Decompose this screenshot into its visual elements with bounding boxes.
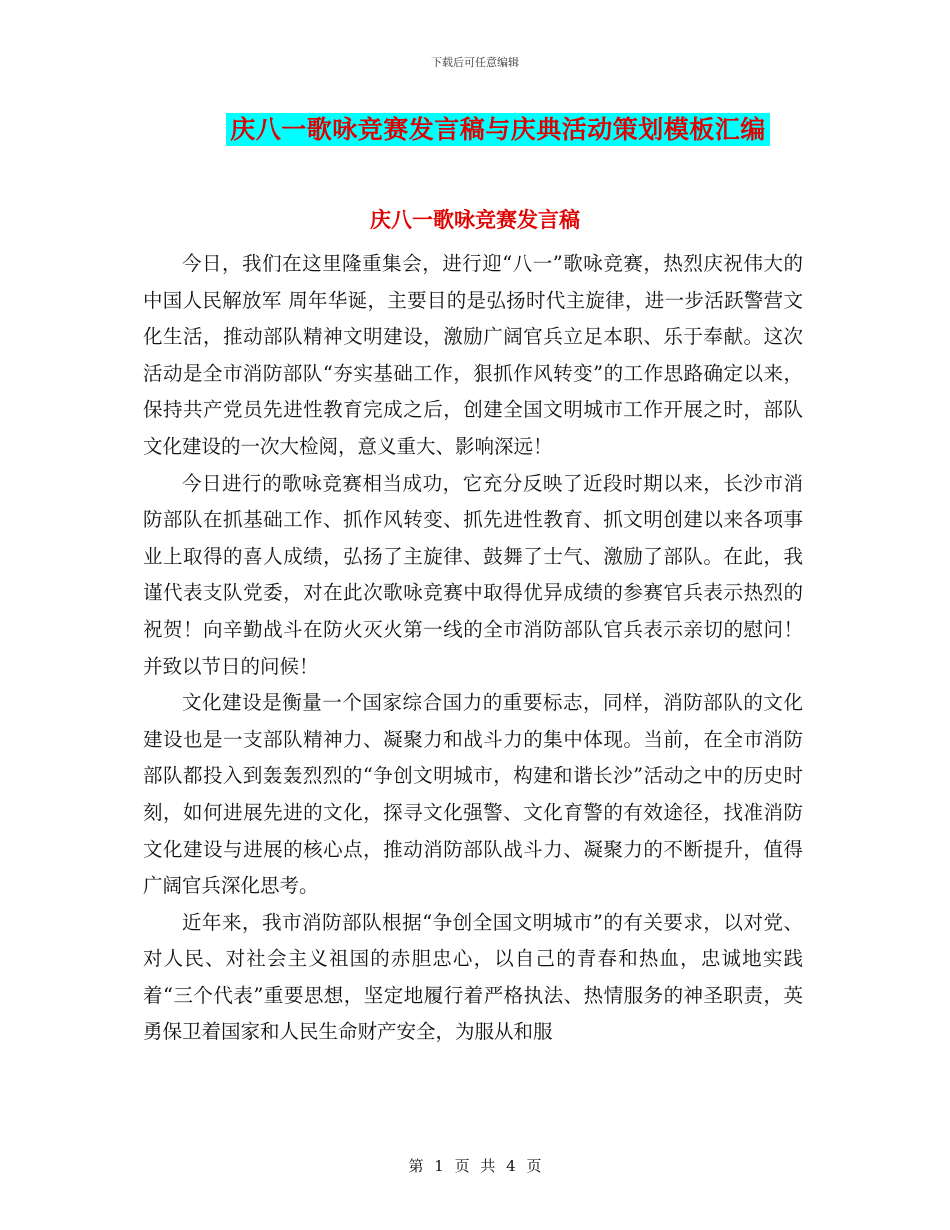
section-title: 庆八一歌咏竞赛发言稿 xyxy=(370,207,580,232)
paragraph-2: 今日进行的歌咏竞赛相当成功，它充分反映了近段时期以来，长沙市消防部队在抓基础工作、抓作风转变、抓先进性教育、抓文明创建以来各项事业上取得的喜人成绩，弘扬了主旋律、鼓舞了士气、激励了部队。在此，我谨代表支队党委，对在此次歌咏竞赛中取得优异成绩的参赛官兵表示热烈的祝贺！向辛勤战斗在防火灭火第一线的全市消防部队官兵表示亲切的慰问！并致以节日的问候！ xyxy=(143,471,803,678)
page-footer: 第 1 页 共 4 页 xyxy=(408,1157,542,1175)
paragraph-3: 文化建设是衡量一个国家综合国力的重要标志，同样，消防部队的文化建设也是一支部队精神力、凝聚力和战斗力的集中体现。当前，在全市消防部队都投入到轰轰烈烈的“争创文明城市，构建和谐长沙”活动之中的历史时刻，如何进展先进的文化，探寻文化强警、文化育警的有效途径，找准消防文化建设与进展的核心点，推动消防部队战斗力、凝聚力的不断提升，值得广阔官兵深化思考。 xyxy=(143,691,803,898)
main-title: 庆八一歌咏竞赛发言稿与庆典活动策划模板汇编 xyxy=(226,113,770,146)
paragraph-1: 今日，我们在这里隆重集会，进行迎“八一”歌咏竞赛，热烈庆祝伟大的中国人民解放军 周年华诞，主要目的是弘扬时代主旋律，进一步活跃警营文化生活，推动部队精神文明建设，激励广阔官兵立足本职、乐于奉献。这次活动是全市消防部队“夯实基础工作，狠抓作风转变”的工作思路确定以来，保持共产党员先进性教育完成之后，创建全国文明城市工作开展之时，部队文化建设的一次大检阅，意义重大、影响深远！ xyxy=(143,252,803,458)
body-text xyxy=(143,246,803,1051)
main-title-wrap xyxy=(0,113,950,146)
header-note: 下载后可任意编辑 xyxy=(431,56,519,69)
paragraph-4: 近年来，我市消防部队根据“争创全国文明城市”的有关要求，以对党、对人民、对社会主义祖国的赤胆忠心，以自己的青春和热血，忠诚地实践着“三个代表”重要思想，坚定地履行着严格执法、热情服务的神圣职责，英勇保卫着国家和人民生命财产安全，为服从和服 xyxy=(143,910,803,1044)
